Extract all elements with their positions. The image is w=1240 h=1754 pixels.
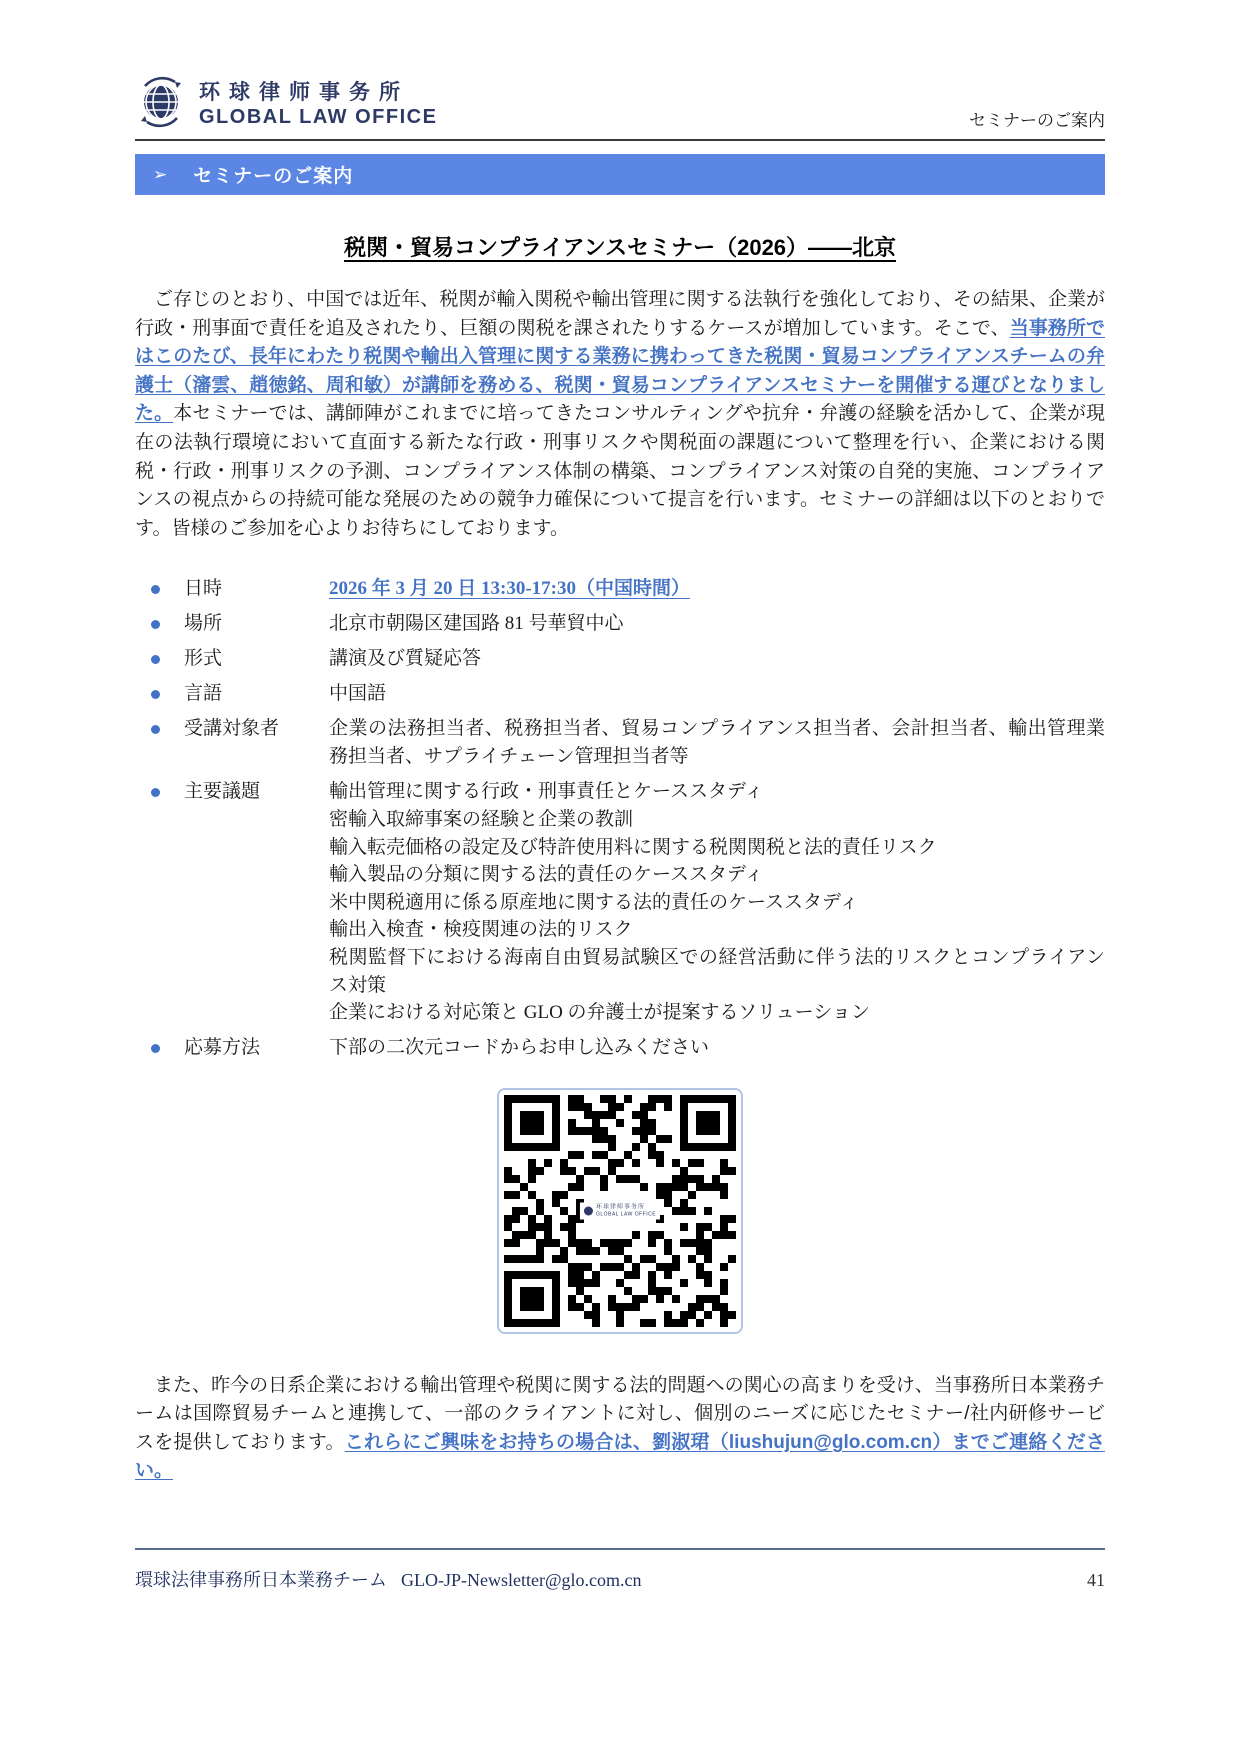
outro-lead: また、昨今の日系企業における輸出管理や税関に関する法的問題への関心の高まりを受け、当事務所日本業務チームは国際貿易チームと連携して、一部のクライアントに対し、個別のニーズに応じたセミナー/社内研修サービスを提供しております。 [135,1374,1105,1453]
page-header [135,0,1105,141]
seminar-details-list [135,575,1105,1061]
intro-paragraph [135,286,1105,543]
application-value: 下部の二次元コードからお申し込みください [329,1036,710,1058]
detail-row-audience [135,715,1105,771]
intro-highlight-link[interactable]: 当事務所ではこのたび、長年にわたり税関や輸出入管理に関する業務に携わってきた税関・貿易コンプライアンスチームの弁護士（瀋雲、趙徳銘、周和敏）が講師を務める、税関・貿易コンプライアンスセミナーを開催する運びとなりました。 [135,317,1106,425]
bullet-icon [151,585,160,594]
section-banner [135,154,1105,195]
detail-row-datetime [135,575,1105,603]
bullet-icon [151,1044,160,1053]
detail-row-topics [135,778,1105,1026]
bullet-icon [151,725,160,734]
qr-logo-cn: 环球律师事务所 [595,1204,645,1211]
topics-value [329,778,1105,1026]
qr-section [135,1088,1105,1334]
bullet-icon [151,655,160,664]
outro-paragraph [135,1372,1105,1486]
detail-label: 受講対象者 [184,718,280,740]
bullet-icon [151,788,160,797]
language-value: 中国語 [329,683,387,705]
topic-item: 輸入製品の分類に関する法的責任のケーススタディ [329,864,764,886]
topic-item: 輸入転売価格の設定及び特許使用料に関する税関関税と法的責任リスク [329,836,937,858]
globe-icon [135,76,187,133]
detail-label: 場所 [184,613,223,635]
seminar-title: 税関・貿易コンプライアンスセミナー（2026）——北京 [343,235,897,260]
detail-row-language [135,680,1105,708]
logo-text [199,80,437,129]
audience-value: 企業の法務担当者、税務担当者、貿易コンプライアンス担当者、会計担当者、輸出管理業務担当者、サプライチェーン管理担当者等 [329,718,1105,768]
page-footer [135,1548,1105,1592]
topic-item: 米中関税適用に係る原産地に関する法的責任のケーススタディ [329,891,859,913]
contact-email-link[interactable]: これらにご興味をお持ちの場合は、劉淑珺（liushujun@glo.com.cn）までご連絡ください。 [135,1431,1106,1482]
detail-row-application [135,1034,1105,1062]
logo-cn: 环球律师事务所 [199,81,409,104]
detail-row-format [135,645,1105,673]
topic-item: 税関監督下における海南自由貿易試験区での経営活動に伴う法的リスクとコンプライアンス対策 [329,946,1105,996]
detail-label: 形式 [184,648,223,670]
topic-item: 輸出管理に関する行政・刑事責任とケーススタディ [329,781,764,803]
intro-lead: ご存じのとおり、中国では近年、税関が輸入関税や輸出管理に関する法執行を強化しており、その結果、企業が行政・刑事面で責任を追及されたり、巨額の関税を課されたりするケースが増加しています。そこで、 [135,289,1105,339]
page-number: 41 [1087,1570,1105,1590]
qr-logo-en: GLOBAL LAW OFFICE [595,1211,657,1218]
venue-value: 北京市朝陽区建国路 81 号華貿中心 [329,613,624,635]
qr-globe-icon [584,1206,593,1215]
topic-item: 密輸入取締事案の経験と企業の教訓 [329,808,634,830]
header-corner-label: セミナーのご案内 [969,111,1105,130]
detail-row-venue [135,610,1105,638]
bullet-icon [151,620,160,629]
bullet-icon [151,690,160,699]
detail-label: 日時 [184,578,223,600]
topic-item: 輸出入検査・検疫関連の法的リスク [329,919,633,941]
registration-qr-code [497,1088,743,1334]
datetime-link[interactable]: 2026 年 3 月 20 日 13:30-17:30（中国時間） [329,578,690,600]
intro-rest: 本セミナーでは、講師陣がこれまでに培ってきたコンサルティングや抗弁・弁護の経験を活かして、企業が現在の法執行環境において直面する新たな行政・刑事リスクや関税面の課題について整理を行い、企業における関税・行政・刑事リスクの予測、コンプライアンス体制の構築、コンプライアンス対策の自発的実施、コンプライアンスの視点からの持続可能な発展のための競争力確保について提言を行います。セミナーの詳細は以下のとおりです。皆様のご参加を心よりお待ちにしております。 [135,403,1105,539]
detail-label: 言語 [184,683,223,705]
topic-item: 企業における対応策と GLO の弁護士が提案するソリューション [329,1002,870,1024]
format-value: 講演及び質疑応答 [329,648,482,670]
logo-en: GLOBAL LAW OFFICE [199,106,438,128]
banner-arrow-icon: ➢ [153,164,168,184]
footer-team-name: 環球法律事務所日本業務チーム [135,1570,387,1590]
detail-label: 応募方法 [184,1036,261,1058]
footer-newsletter-email[interactable]: GLO-JP-Newsletter@glo.com.cn [401,1570,642,1590]
detail-label: 主要議題 [184,781,261,803]
qr-center-logo [580,1202,660,1219]
glo-logo [135,76,437,133]
banner-title: セミナーのご案内 [193,166,354,187]
